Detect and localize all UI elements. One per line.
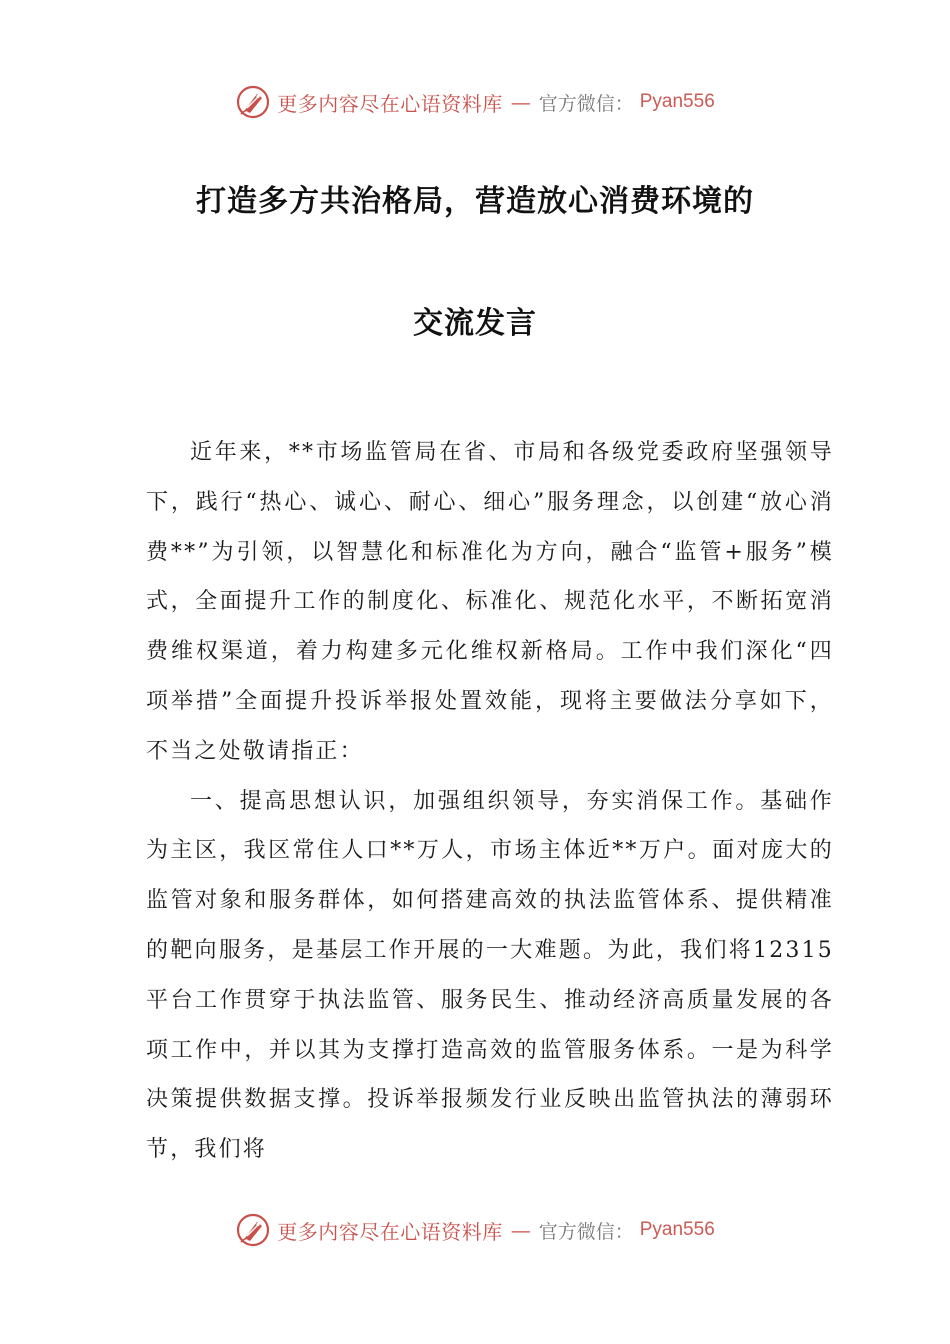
pen-nib-logo-icon bbox=[235, 84, 271, 120]
body-paragraph-section-1: 一、提高思想认识，加强组织领导，夯实消保工作。基础作为主区，我区常住人口**万人，市场主体近**万户。面对庞大的监管对象和服务群体，如何搭建高效的执法监管体系、提供精准的靶向服务，是基层工作开展的一大难题。为此，我们将12315平台工作贯穿于执法监管、服务民生、推动经济高质量发展的各项工作中，并以其为支撑打造高效的监管服务体系。一是为科学决策提供数据支撑。投诉举报频发行业反映出监管执法的薄弱环节，我们将 bbox=[146, 788, 834, 1163]
wechat-label: 官方微信： bbox=[538, 1220, 634, 1243]
banner-separator: — bbox=[510, 90, 531, 114]
site-name-text: 更多内容尽在心语资料库 bbox=[277, 1219, 503, 1244]
wechat-id: Pyan556 bbox=[639, 1219, 715, 1240]
document-title-line-1: 打造多方共治格局，营造放心消费环境的 bbox=[196, 184, 754, 219]
body-paragraph-intro: 近年来，**市场监管局在省、市局和各级党委政府坚强领导下，践行“热心、诚心、耐心、细心”服务理念，以创建“放心消费**”为引领，以智慧化和标准化为方向，融合“监管+服务”模式，全面提升工作的制度化、标准化、规范化水平，不断拓宽消费维权渠道，着力构建多元化维权新格局。工作中我们深化“四项举措”全面提升投诉举报处置效能，现将主要做法分享如下，不当之处敬请指正： bbox=[146, 440, 834, 764]
wechat-id: Pyan556 bbox=[639, 91, 715, 112]
header-banner bbox=[0, 82, 950, 122]
banner-separator: — bbox=[510, 1218, 531, 1242]
footer-banner bbox=[0, 1210, 950, 1250]
site-name-text: 更多内容尽在心语资料库 bbox=[277, 91, 503, 116]
document-body bbox=[146, 428, 834, 1175]
wechat-label: 官方微信： bbox=[538, 92, 634, 115]
pen-nib-logo-icon bbox=[235, 1212, 271, 1248]
document-title-line-2: 交流发言 bbox=[413, 306, 537, 341]
